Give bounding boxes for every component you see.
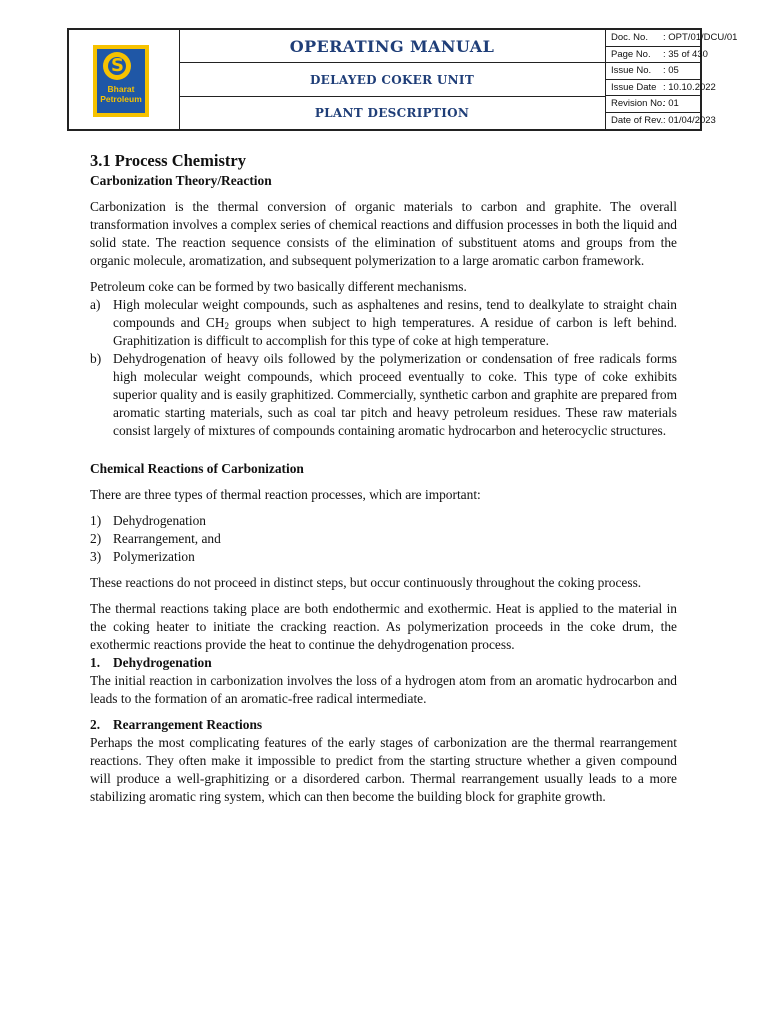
heading-rearrangement: 2. Rearrangement Reactions <box>90 717 263 732</box>
paragraph-continuous: These reactions do not proceed in distinct steps, but occur continuously throughout the coking process. <box>90 575 642 590</box>
paragraph-rearrangement: Perhaps the most complicating features of the early stages of carbonization are the thermal rearrangement reactions. They often make it impossible to predict from the starting structure whether a given compound will produce a well-graphitizing or a disordered carbon. Thermal rearrangement usually leads to a more stabilizing aromatic ring system, which can then become the building block for graphite growth. <box>90 735 677 804</box>
paragraph-thermal: The thermal reactions taking place are both endothermic and exothermic. Heat is applied to the material in the coking heater to initiate the cracking reaction. As polymerization proceeds in the coke drum, the exothermic reactions provide the heat to continue the dehydrogenation process. <box>90 601 677 652</box>
meta-date-of-rev: Date of Rev.: 01/04/2023 <box>611 114 716 126</box>
manual-title: OPERATING MANUAL <box>179 30 605 63</box>
logo-text-line2: Petroleum <box>100 94 142 104</box>
list-marker: a) <box>90 297 101 312</box>
list-item: 3) Polymerization <box>90 549 195 564</box>
section-heading: 3.1 Process Chemistry <box>90 151 246 170</box>
header-titles <box>179 30 606 129</box>
reaction-types-list <box>90 512 677 566</box>
document-meta <box>606 30 738 129</box>
list-item: 2) Rearrangement, and <box>90 531 221 546</box>
paragraph-carbonization: Carbonization is the thermal conversion of organic materials to carbon and graphite. The overall transformation involves a complex series of chemical reactions and diffusion processes in both the liquid and solid state. The reaction sequence consists of the elimination of substituent atoms and groups from the organic molecule, aromatization, and subsequent polymerization to a large aromatic carbon framework. <box>90 199 677 268</box>
document-header <box>67 28 738 131</box>
unit-title: DELAYED COKER UNIT <box>179 63 605 97</box>
bharat-petroleum-logo <box>93 45 149 117</box>
meta-page-no: Page No. : 35 of 430 <box>606 47 702 64</box>
meta-revision-no: Revision No.: 01 <box>606 96 702 113</box>
section-title-header: PLANT DESCRIPTION <box>314 106 470 120</box>
heading-dehydrogenation: 1. Dehydrogenation <box>90 655 212 670</box>
list-item: b) Dehydrogenation of heavy oils followed by the polymerization or condensation of free radicals forms high molecular weight compounds, which proceed eventually to coke. This type of coke exhibits superior quality and is easily graphitized. Commercially, synthetic carbon and graphite are prepared from aromatic starting materials, such as coal tar pitch and heavy petroleum residues. These raw materials consist largely of mixtures of compounds containing aromatic hydrocarbon and heterocyclic structures. <box>90 351 677 438</box>
subheading-chemical-reactions: Chemical Reactions of Carbonization <box>90 461 304 476</box>
meta-issue-date: Issue Date : 10.10.2022 <box>606 80 702 97</box>
logo-cell <box>69 30 180 129</box>
list-marker: b) <box>90 351 102 366</box>
subheading-carbonization-theory: Carbonization Theory/Reaction <box>90 173 272 188</box>
paragraph-three-types: There are three types of thermal reaction processes, which are important: <box>90 487 481 502</box>
list-item: a) High molecular weight compounds, such as asphaltenes and resins, tend to dealkylate to straight chain compounds and $CH_2$ groups when subject to high temperatures. A residue of carbon is left behind. Graphitization is difficult to accomplish for this type of coke at high temperature. <box>90 297 678 348</box>
meta-doc-no: Doc. No. : OPT/01/DCU/01 <box>606 30 702 47</box>
mechanism-list <box>90 296 677 440</box>
paragraph-mechanisms: Petroleum coke can be formed by two basically different mechanisms. <box>90 279 467 294</box>
list-item: 1) Dehydrogenation <box>90 513 206 528</box>
document-body <box>90 150 677 814</box>
paragraph-dehydrogenation: The initial reaction in carbonization involves the loss of a hydrogen atom from an aromatic hydrocarbon and leads to the formation of an aromatic-free radical intermediate. <box>90 673 677 706</box>
logo-emblem-icon: S <box>103 52 131 80</box>
logo-text-line1: Bharat <box>107 84 135 94</box>
meta-issue-no: Issue No. : 05 <box>606 63 702 80</box>
